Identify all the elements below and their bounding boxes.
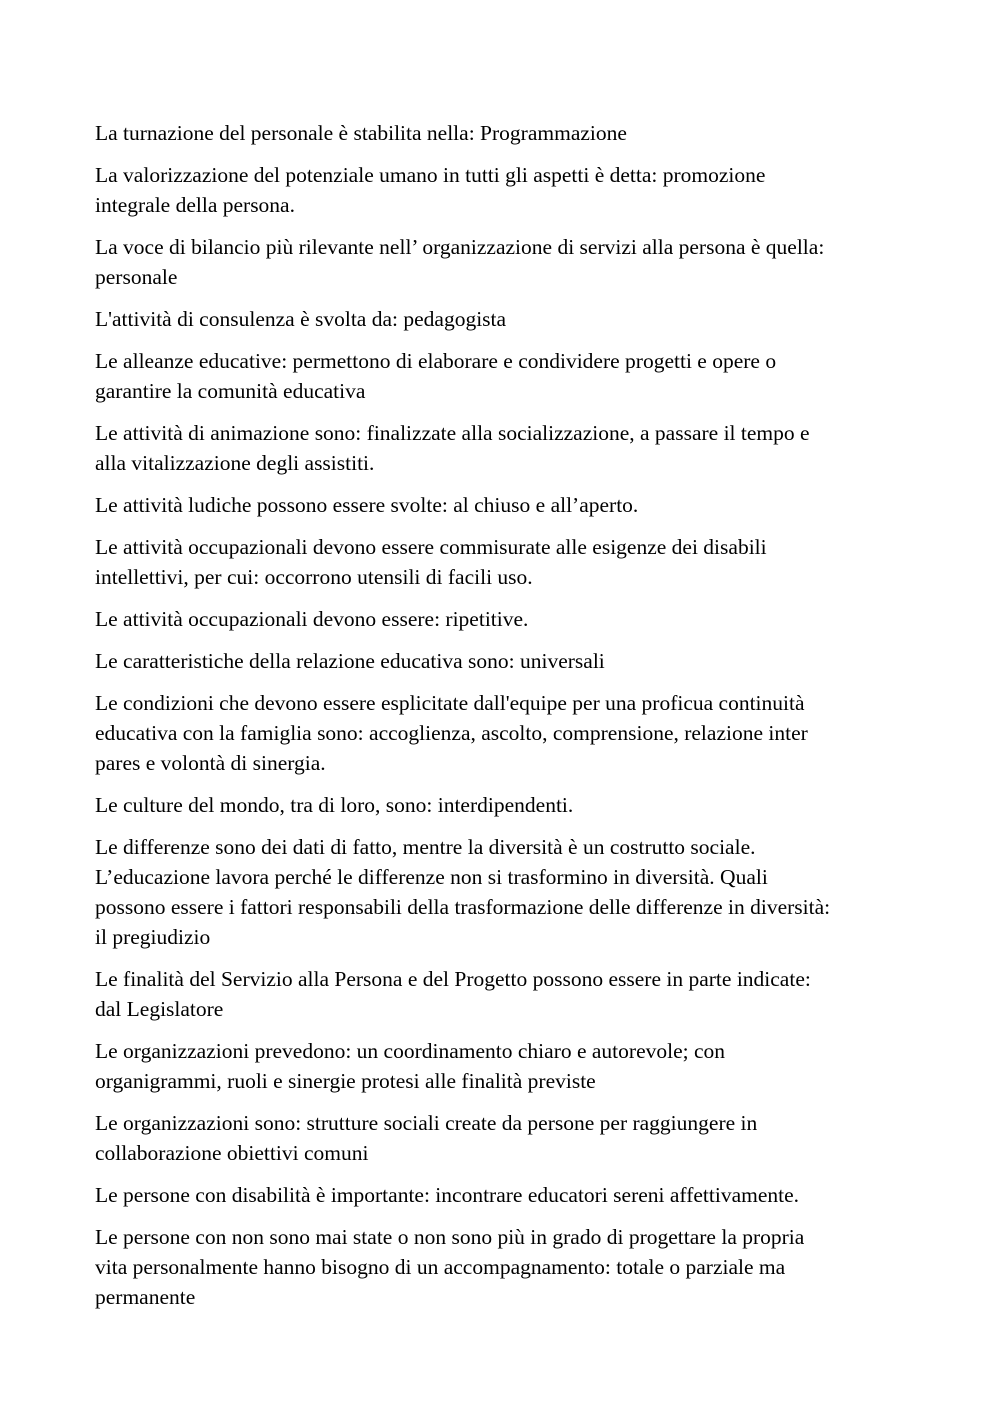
paragraph: Le persone con non sono mai state o non sono più in grado di progettare la propria vita personalmente hanno bisogno di un accompagnamento: totale o parziale ma permanente <box>95 1225 805 1309</box>
paragraph: Le alleanze educative: permettono di elaborare e condividere progetti e opere o garantire la comunità educativa <box>95 349 777 403</box>
paragraph: Le organizzazioni sono: strutture sociali create da persone per raggiungere in collaborazione obiettivi comuni <box>95 1111 758 1165</box>
paragraph: Le attività occupazionali devono essere: ripetitive. <box>95 607 529 631</box>
paragraph: La voce di bilancio più rilevante nell’ organizzazione di servizi alla persona è quella: personale <box>95 235 825 289</box>
paragraph: Le caratteristiche della relazione educativa sono: universali <box>95 649 605 673</box>
paragraph: Le attività ludiche possono essere svolte: al chiuso e all’aperto. <box>95 493 639 517</box>
paragraph: Le culture del mondo, tra di loro, sono: interdipendenti. <box>95 793 574 817</box>
paragraph: La valorizzazione del potenziale umano in tutti gli aspetti è detta: promozione integrale della persona. <box>95 163 766 217</box>
paragraph: L'attività di consulenza è svolta da: pedagogista <box>95 307 507 331</box>
paragraph: La turnazione del personale è stabilita nella: Programmazione <box>95 121 627 145</box>
document-body <box>95 118 910 1324</box>
paragraph: Le persone con disabilità è importante: incontrare educatori sereni affettivamente. <box>95 1183 800 1207</box>
paragraph: Le attività di animazione sono: finalizzate alla socializzazione, a passare il tempo e alla vitalizzazione degli assistiti. <box>95 421 810 475</box>
paragraph: Le attività occupazionali devono essere commisurate alle esigenze dei disabili intellettivi, per cui: occorrono utensili di facili uso. <box>95 535 767 589</box>
paragraph: Le finalità del Servizio alla Persona e del Progetto possono essere in parte indicate: dal Legislatore <box>95 967 811 1021</box>
paragraph: Le condizioni che devono essere esplicitate dall'equipe per una proficua continuità educativa con la famiglia sono: accoglienza, ascolto, comprensione, relazione inter pares e volontà di sinergia. <box>95 691 808 775</box>
paragraph: Le differenze sono dei dati di fatto, mentre la diversità è un costrutto sociale. L’educazione lavora perché le differenze non si trasformino in diversità. Quali possono essere i fattori responsabili della trasformazione delle differenze in diversità: il pregiudizio <box>95 835 831 949</box>
paragraph: Le organizzazioni prevedono: un coordinamento chiaro e autorevole; con organigrammi, ruoli e sinergie protesi alle finalità previste <box>95 1039 726 1093</box>
